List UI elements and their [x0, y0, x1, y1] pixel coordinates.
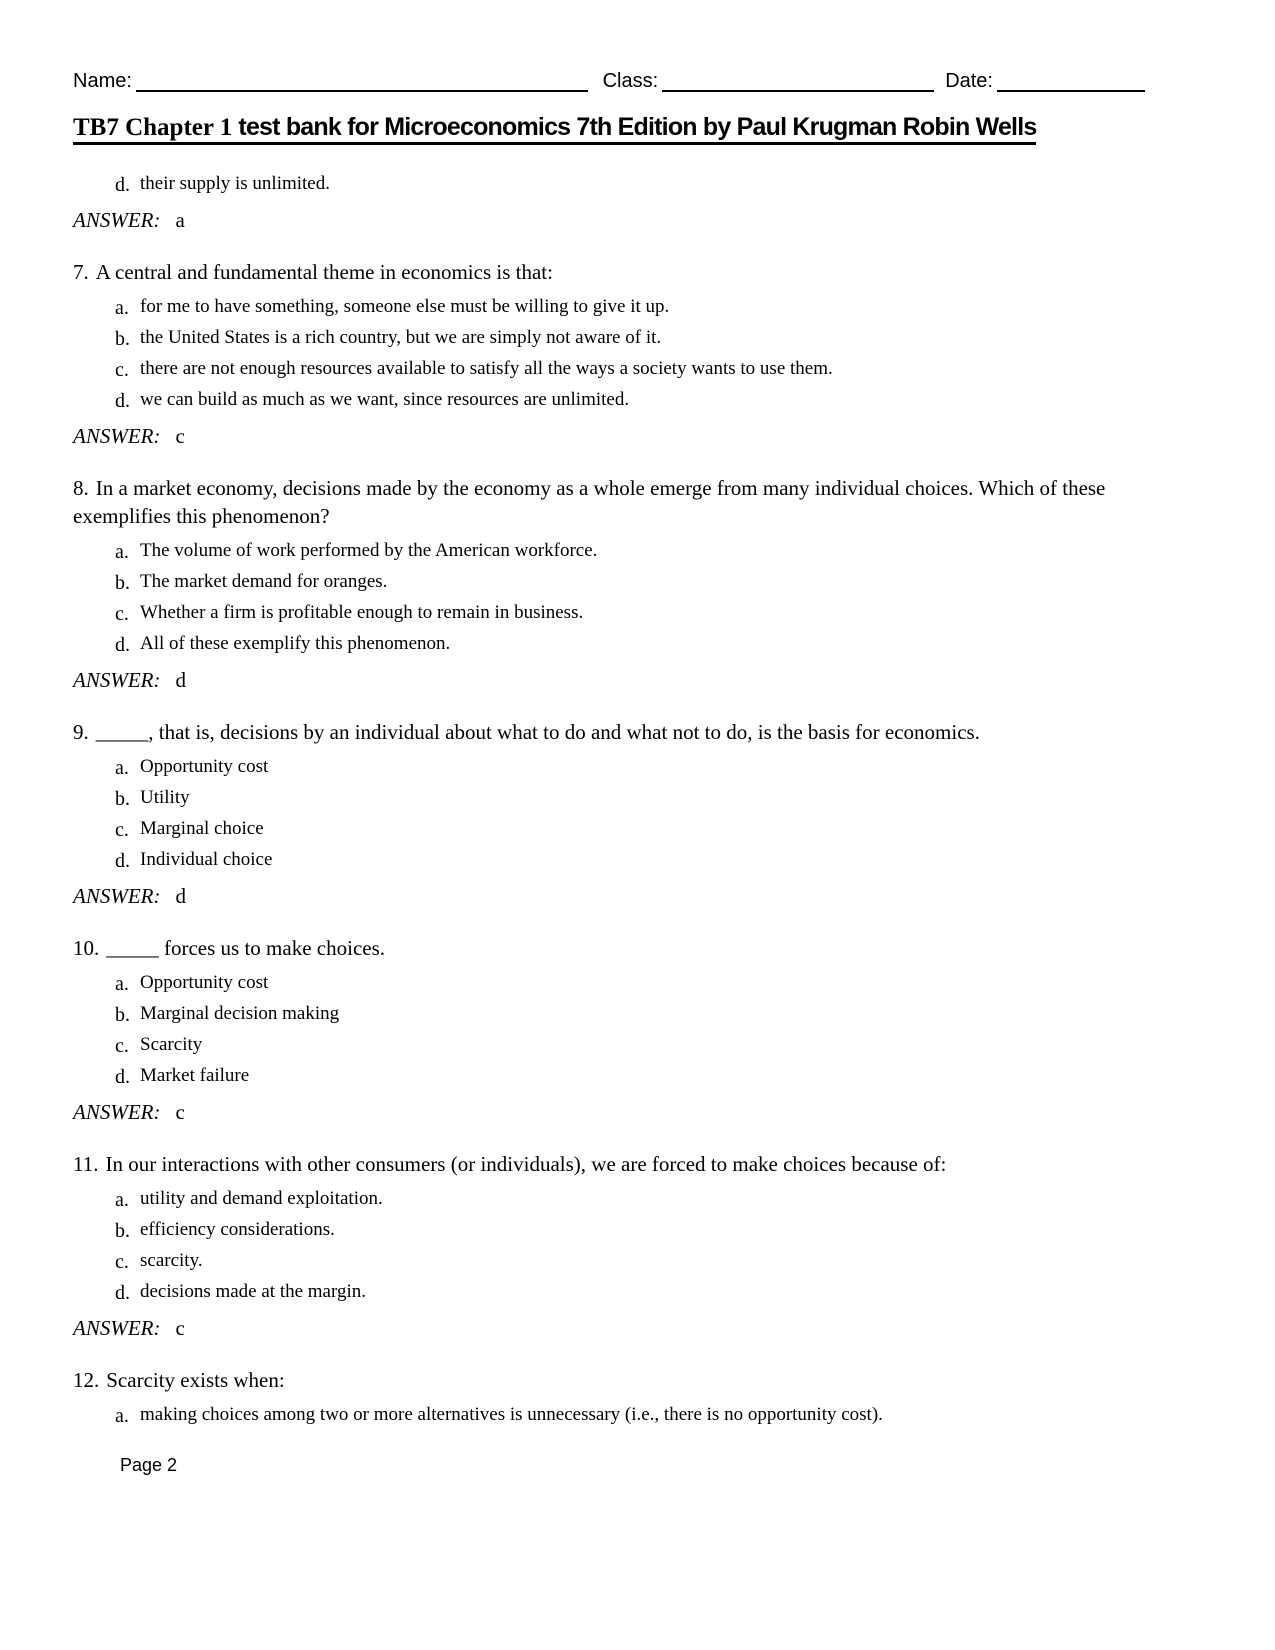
option-text: utility and demand exploitation. [140, 1188, 383, 1209]
option-letter: b. [115, 1220, 130, 1242]
option-text: Opportunity cost [140, 756, 269, 777]
option-text: we can build as much as we want, since resources are unlimited. [140, 389, 630, 410]
answer-option [115, 1034, 1202, 1055]
question-stem: A central and fundamental theme in economics is that: [95, 260, 553, 284]
question-number: 12. [73, 1368, 100, 1392]
name-blank-line [136, 72, 588, 92]
options-list [115, 296, 1202, 410]
answer-option [115, 602, 1202, 623]
answer-value: a [175, 208, 185, 232]
answer-option [115, 1188, 1202, 1209]
option-text: Marginal choice [140, 818, 264, 839]
option-text: the United States is a rich country, but we are simply not aware of it. [140, 327, 662, 348]
class-blank-line [662, 72, 934, 92]
option-letter: c. [115, 1035, 129, 1057]
option-text: there are not enough resources available to satisfy all the ways a society wants to use them. [140, 358, 833, 379]
question-10 [73, 934, 1202, 1126]
option-letter: d. [115, 390, 130, 412]
class-label: Class: [602, 70, 659, 92]
question-9 [73, 718, 1202, 910]
answer-line [73, 666, 1202, 694]
title-book-part: test bank for Microeconomics 7th Edition by Paul Krugman Robin Wells [232, 113, 1037, 141]
options-list [115, 540, 1202, 654]
question-text [73, 1366, 1135, 1394]
question-number: 11. [73, 1152, 99, 1176]
answer-value: d [175, 668, 186, 692]
page-title [73, 114, 1036, 145]
answer-label: ANSWER: [73, 1316, 161, 1340]
answer-option [115, 756, 1202, 777]
carryover-block [73, 173, 1202, 234]
option-letter: d. [115, 1282, 130, 1304]
title-row [73, 112, 1202, 143]
answer-option [115, 1219, 1202, 1240]
question-number: 8. [73, 476, 89, 500]
answer-option [115, 389, 1202, 410]
option-letter: b. [115, 328, 130, 350]
answer-option [115, 1003, 1202, 1024]
answer-line [73, 422, 1202, 450]
question-stem: _____, that is, decisions by an individual about what to do and what not to do, is the basis for economics. [95, 720, 980, 744]
option-text: All of these exemplify this phenomenon. [140, 633, 451, 654]
name-field [73, 70, 588, 92]
option-text: The market demand for oranges. [140, 571, 388, 592]
answer-label: ANSWER: [73, 1100, 161, 1124]
name-label: Name: [73, 70, 132, 92]
question-11 [73, 1150, 1202, 1342]
class-field [603, 70, 935, 92]
option-letter: a. [115, 1189, 129, 1211]
answer-line [73, 1098, 1202, 1126]
options-list [115, 1188, 1202, 1302]
option-letter: c. [115, 1251, 129, 1273]
answer-value: c [175, 424, 185, 448]
answer-option [115, 296, 1202, 317]
option-text: The volume of work performed by the American workforce. [140, 540, 598, 561]
answer-line [73, 206, 1202, 234]
answer-line [73, 882, 1202, 910]
answer-label: ANSWER: [73, 884, 161, 908]
option-text: Marginal decision making [140, 1003, 340, 1024]
question-number: 10. [73, 936, 100, 960]
answer-option [115, 818, 1202, 839]
answer-value: d [175, 884, 186, 908]
option-letter: c. [115, 359, 129, 381]
title-chapter-part: TB7 Chapter 1 [73, 114, 233, 141]
answer-label: ANSWER: [73, 668, 161, 692]
option-text: making choices among two or more alternatives is unnecessary (i.e., there is no opportunity cost). [140, 1404, 883, 1425]
answer-value: c [175, 1316, 185, 1340]
option-text: for me to have something, someone else must be willing to give it up. [140, 296, 670, 317]
option-letter: a. [115, 1405, 129, 1427]
option-text: Utility [140, 787, 190, 808]
answer-option [115, 1065, 1202, 1086]
option-text: scarcity. [140, 1250, 203, 1271]
option-text: decisions made at the margin. [140, 1281, 367, 1302]
option-text: their supply is unlimited. [140, 173, 330, 194]
option-letter: b. [115, 572, 130, 594]
answer-option [115, 633, 1202, 654]
option-letter: d. [115, 1066, 130, 1088]
option-text: efficiency considerations. [140, 1219, 335, 1240]
question-number: 7. [73, 260, 89, 284]
answer-option [115, 1250, 1202, 1271]
options-list [115, 756, 1202, 870]
question-7 [73, 258, 1202, 450]
option-letter: a. [115, 757, 129, 779]
answer-option [115, 571, 1202, 592]
option-letter: c. [115, 819, 129, 841]
option-text: Whether a firm is profitable enough to remain in business. [140, 602, 584, 623]
question-8 [73, 474, 1202, 694]
option-text: Market failure [140, 1065, 250, 1086]
answer-label: ANSWER: [73, 208, 161, 232]
answer-option [115, 849, 1202, 870]
option-text: Opportunity cost [140, 972, 269, 993]
question-stem: In our interactions with other consumers (or individuals), we are forced to make choices because of: [105, 1152, 947, 1176]
answer-option [115, 1404, 1202, 1425]
question-stem: _____ forces us to make choices. [106, 936, 386, 960]
date-blank-line [997, 72, 1145, 92]
answer-option [115, 327, 1202, 348]
options-list [115, 1404, 1202, 1425]
question-text [73, 474, 1135, 530]
date-label: Date: [945, 70, 993, 92]
option-letter: c. [115, 603, 129, 625]
option-letter: b. [115, 788, 130, 810]
answer-value: c [175, 1100, 185, 1124]
question-text [73, 934, 1135, 962]
question-12 [73, 1366, 1202, 1425]
option-letter: a. [115, 541, 129, 563]
question-stem: Scarcity exists when: [106, 1368, 285, 1392]
date-field [945, 70, 1145, 92]
option-text: Individual choice [140, 849, 273, 870]
question-text [73, 258, 1135, 286]
answer-option [115, 173, 1202, 194]
answer-line [73, 1314, 1202, 1342]
answer-label: ANSWER: [73, 424, 161, 448]
question-stem: In a market economy, decisions made by the economy as a whole emerge from many individual choices. Which of these exemplifies this phenomenon? [73, 476, 1106, 528]
answer-option [115, 358, 1202, 379]
option-letter: d. [115, 634, 130, 656]
answer-option [115, 540, 1202, 561]
option-letter: d. [115, 174, 130, 196]
answer-option [115, 787, 1202, 808]
content [0, 173, 1275, 1425]
page-number: Page 2 [120, 1455, 178, 1475]
answer-option [115, 972, 1202, 993]
option-letter: a. [115, 297, 129, 319]
option-text: Scarcity [140, 1034, 203, 1055]
question-text [73, 718, 1135, 746]
question-number: 9. [73, 720, 89, 744]
option-letter: a. [115, 973, 129, 995]
option-letter: b. [115, 1004, 130, 1026]
question-text [73, 1150, 1135, 1178]
options-list [115, 972, 1202, 1086]
header [0, 0, 1275, 92]
answer-option [115, 1281, 1202, 1302]
option-letter: d. [115, 850, 130, 872]
